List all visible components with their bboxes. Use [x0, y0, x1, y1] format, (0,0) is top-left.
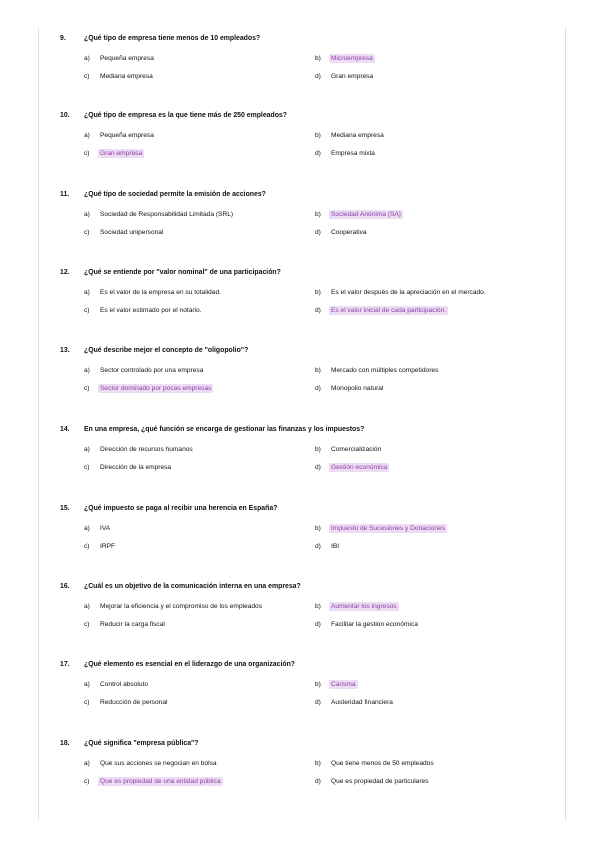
option-text: Es el valor de la empresa en su totalidad. — [100, 289, 221, 296]
highlighted-answer: Microempresa — [331, 55, 373, 62]
option-letter: c) — [84, 699, 90, 706]
option-letter: d) — [315, 73, 321, 80]
option-letter: a) — [84, 760, 90, 767]
option-d — [315, 541, 341, 552]
option-text: Sociedad de Responsabilidad Limitada (SRL) — [100, 211, 234, 218]
option-text: IVA — [100, 525, 111, 532]
option-letter: d) — [315, 543, 321, 550]
question-number: 14. — [60, 426, 70, 433]
question-9 — [0, 34, 599, 104]
question-14 — [0, 425, 599, 495]
option-c — [84, 697, 169, 708]
highlighted-answer: Gran empresa — [100, 150, 143, 157]
option-text: Mediana empresa — [100, 73, 153, 80]
option-letter: d) — [315, 778, 321, 785]
option-letter: b) — [315, 603, 321, 610]
option-letter: b) — [315, 289, 321, 296]
option-letter: d) — [315, 150, 321, 157]
highlighted-answer: Impuesto de Sucesiones y Donaciones — [331, 525, 445, 532]
question-text: En una empresa, ¿qué función se encarga de gestionar las finanzas y los impuestos? — [84, 426, 365, 433]
question-text: ¿Qué describe mejor el concepto de "oligopolio"? — [84, 347, 249, 354]
option-letter: a) — [84, 289, 90, 296]
option-a — [84, 523, 112, 534]
option-letter: c) — [84, 150, 90, 157]
highlighted-answer: Gestión económica — [331, 464, 388, 471]
question-number: 17. — [60, 661, 70, 668]
option-letter: c) — [84, 621, 90, 628]
question-16 — [0, 582, 599, 652]
option-a — [84, 130, 156, 141]
option-d — [315, 619, 420, 630]
option-letter: c) — [84, 73, 90, 80]
option-b — [315, 758, 436, 769]
question-number: 10. — [60, 112, 70, 119]
option-b — [315, 601, 399, 612]
option-letter: b) — [315, 211, 321, 218]
option-letter: c) — [84, 385, 90, 392]
option-c — [84, 541, 117, 552]
option-letter: a) — [84, 367, 90, 374]
option-text: Dirección de la empresa — [100, 464, 172, 471]
option-letter: c) — [84, 464, 90, 471]
question-number: 9. — [60, 35, 66, 42]
option-text: Control absoluto — [100, 681, 149, 688]
option-text: Que sus acciones se negocian en bolsa — [100, 760, 217, 767]
option-letter: d) — [315, 464, 321, 471]
option-text: IBI — [331, 543, 340, 550]
option-letter: d) — [315, 699, 321, 706]
question-number: 15. — [60, 505, 70, 512]
option-letter: a) — [84, 211, 90, 218]
option-letter: d) — [315, 229, 321, 236]
option-text: Comercialización — [331, 446, 382, 453]
option-b — [315, 444, 383, 455]
option-text: Dirección de recursos humanos — [100, 446, 193, 453]
option-text: Austeridad financiera — [331, 699, 393, 706]
option-letter: a) — [84, 603, 90, 610]
option-d — [315, 383, 385, 394]
option-b — [315, 209, 403, 220]
option-text: Monopolio natural — [331, 385, 384, 392]
option-text: Es el valor estimado por el notario. — [100, 307, 202, 314]
option-b — [315, 365, 440, 376]
option-d — [315, 148, 377, 159]
option-d — [315, 71, 375, 82]
option-letter: c) — [84, 778, 90, 785]
question-12 — [0, 268, 599, 338]
option-b — [315, 287, 488, 298]
option-text: Facilitar la gestión económica — [331, 621, 418, 628]
option-letter: d) — [315, 385, 321, 392]
option-text: Es el valor después de la apreciación en el mercado. — [331, 289, 486, 296]
highlighted-answer: Sector dominado por pocas empresas — [100, 385, 212, 392]
option-b — [315, 130, 386, 141]
question-text: ¿Cuál es un objetivo de la comunicación interna en una empresa? — [84, 583, 301, 590]
option-letter: a) — [84, 681, 90, 688]
option-a — [84, 53, 156, 64]
option-a — [84, 758, 219, 769]
option-letter: b) — [315, 525, 321, 532]
option-c — [84, 383, 213, 394]
question-text: ¿Qué se entiende por "valor nominal" de una participación? — [84, 269, 281, 276]
question-10 — [0, 111, 599, 181]
option-letter: b) — [315, 132, 321, 139]
option-letter: b) — [315, 55, 321, 62]
option-letter: a) — [84, 55, 90, 62]
option-letter: b) — [315, 367, 321, 374]
option-text: Empresa mixta — [331, 150, 375, 157]
option-text: Gran empresa — [331, 73, 374, 80]
question-text: ¿Qué tipo de empresa tiene menos de 10 empleados? — [84, 35, 261, 42]
question-17 — [0, 660, 599, 730]
question-18 — [0, 739, 599, 809]
highlighted-answer: Que es propiedad de una entidad pública — [100, 778, 221, 785]
option-text: Cooperativa — [331, 229, 367, 236]
option-text: Mediana empresa — [331, 132, 384, 139]
question-text: ¿Qué impuesto se paga al recibir una herencia en España? — [84, 505, 278, 512]
option-d — [315, 462, 389, 473]
option-text: Mejorar la eficiencia y el compromiso de los empleados — [100, 603, 262, 610]
option-letter: c) — [84, 229, 90, 236]
option-a — [84, 287, 223, 298]
option-text: Que tiene menos de 50 empleados — [331, 760, 434, 767]
question-text: ¿Qué significa "empresa pública"? — [84, 740, 199, 747]
option-a — [84, 679, 150, 690]
highlighted-answer: Es el valor inicial de cada participación. — [331, 307, 447, 314]
option-c — [84, 227, 165, 238]
question-text: ¿Qué tipo de empresa es la que tiene más de 250 empleados? — [84, 112, 287, 119]
question-text: ¿Qué tipo de sociedad permite la emisión de acciones? — [84, 191, 266, 198]
option-c — [84, 305, 204, 316]
option-text: Sociedad unipersonal — [100, 229, 164, 236]
question-15 — [0, 504, 599, 574]
option-c — [84, 619, 167, 630]
option-text: Reducir la carga fiscal — [100, 621, 165, 628]
option-text: Pequeña empresa — [100, 132, 154, 139]
option-text: Sector controlado por una empresa — [100, 367, 204, 374]
option-c — [84, 776, 223, 787]
option-letter: c) — [84, 543, 90, 550]
option-a — [84, 365, 205, 376]
option-text: Reducción de personal — [100, 699, 168, 706]
question-number: 16. — [60, 583, 70, 590]
highlighted-answer: Sociedad Anónima (SA) — [331, 211, 402, 218]
option-c — [84, 71, 155, 82]
option-c — [84, 148, 144, 159]
option-d — [315, 776, 431, 787]
question-number: 13. — [60, 347, 70, 354]
option-text: Que es propiedad de particulares — [331, 778, 429, 785]
option-b — [315, 679, 358, 690]
question-number: 11. — [60, 191, 70, 198]
option-letter: a) — [84, 132, 90, 139]
option-letter: d) — [315, 307, 321, 314]
option-letter: c) — [84, 307, 90, 314]
option-text: Mercado con múltiples competidores — [331, 367, 439, 374]
option-d — [315, 227, 369, 238]
question-text: ¿Qué elemento es esencial en el liderazgo de una organización? — [84, 661, 295, 668]
option-text: IRPF — [100, 543, 116, 550]
option-letter: d) — [315, 621, 321, 628]
option-c — [84, 462, 173, 473]
option-letter: b) — [315, 681, 321, 688]
question-11 — [0, 190, 599, 260]
option-a — [84, 444, 195, 455]
option-text: Pequeña empresa — [100, 55, 154, 62]
option-letter: b) — [315, 446, 321, 453]
highlighted-answer: Carisma — [331, 681, 356, 688]
option-a — [84, 209, 235, 220]
option-d — [315, 305, 448, 316]
option-d — [315, 697, 395, 708]
option-b — [315, 523, 447, 534]
question-number: 18. — [60, 740, 70, 747]
option-b — [315, 53, 375, 64]
highlighted-answer: Aumentar los ingresos — [331, 603, 397, 610]
question-number: 12. — [60, 269, 70, 276]
question-13 — [0, 346, 599, 416]
option-letter: a) — [84, 525, 90, 532]
option-letter: a) — [84, 446, 90, 453]
option-letter: b) — [315, 760, 321, 767]
option-a — [84, 601, 264, 612]
